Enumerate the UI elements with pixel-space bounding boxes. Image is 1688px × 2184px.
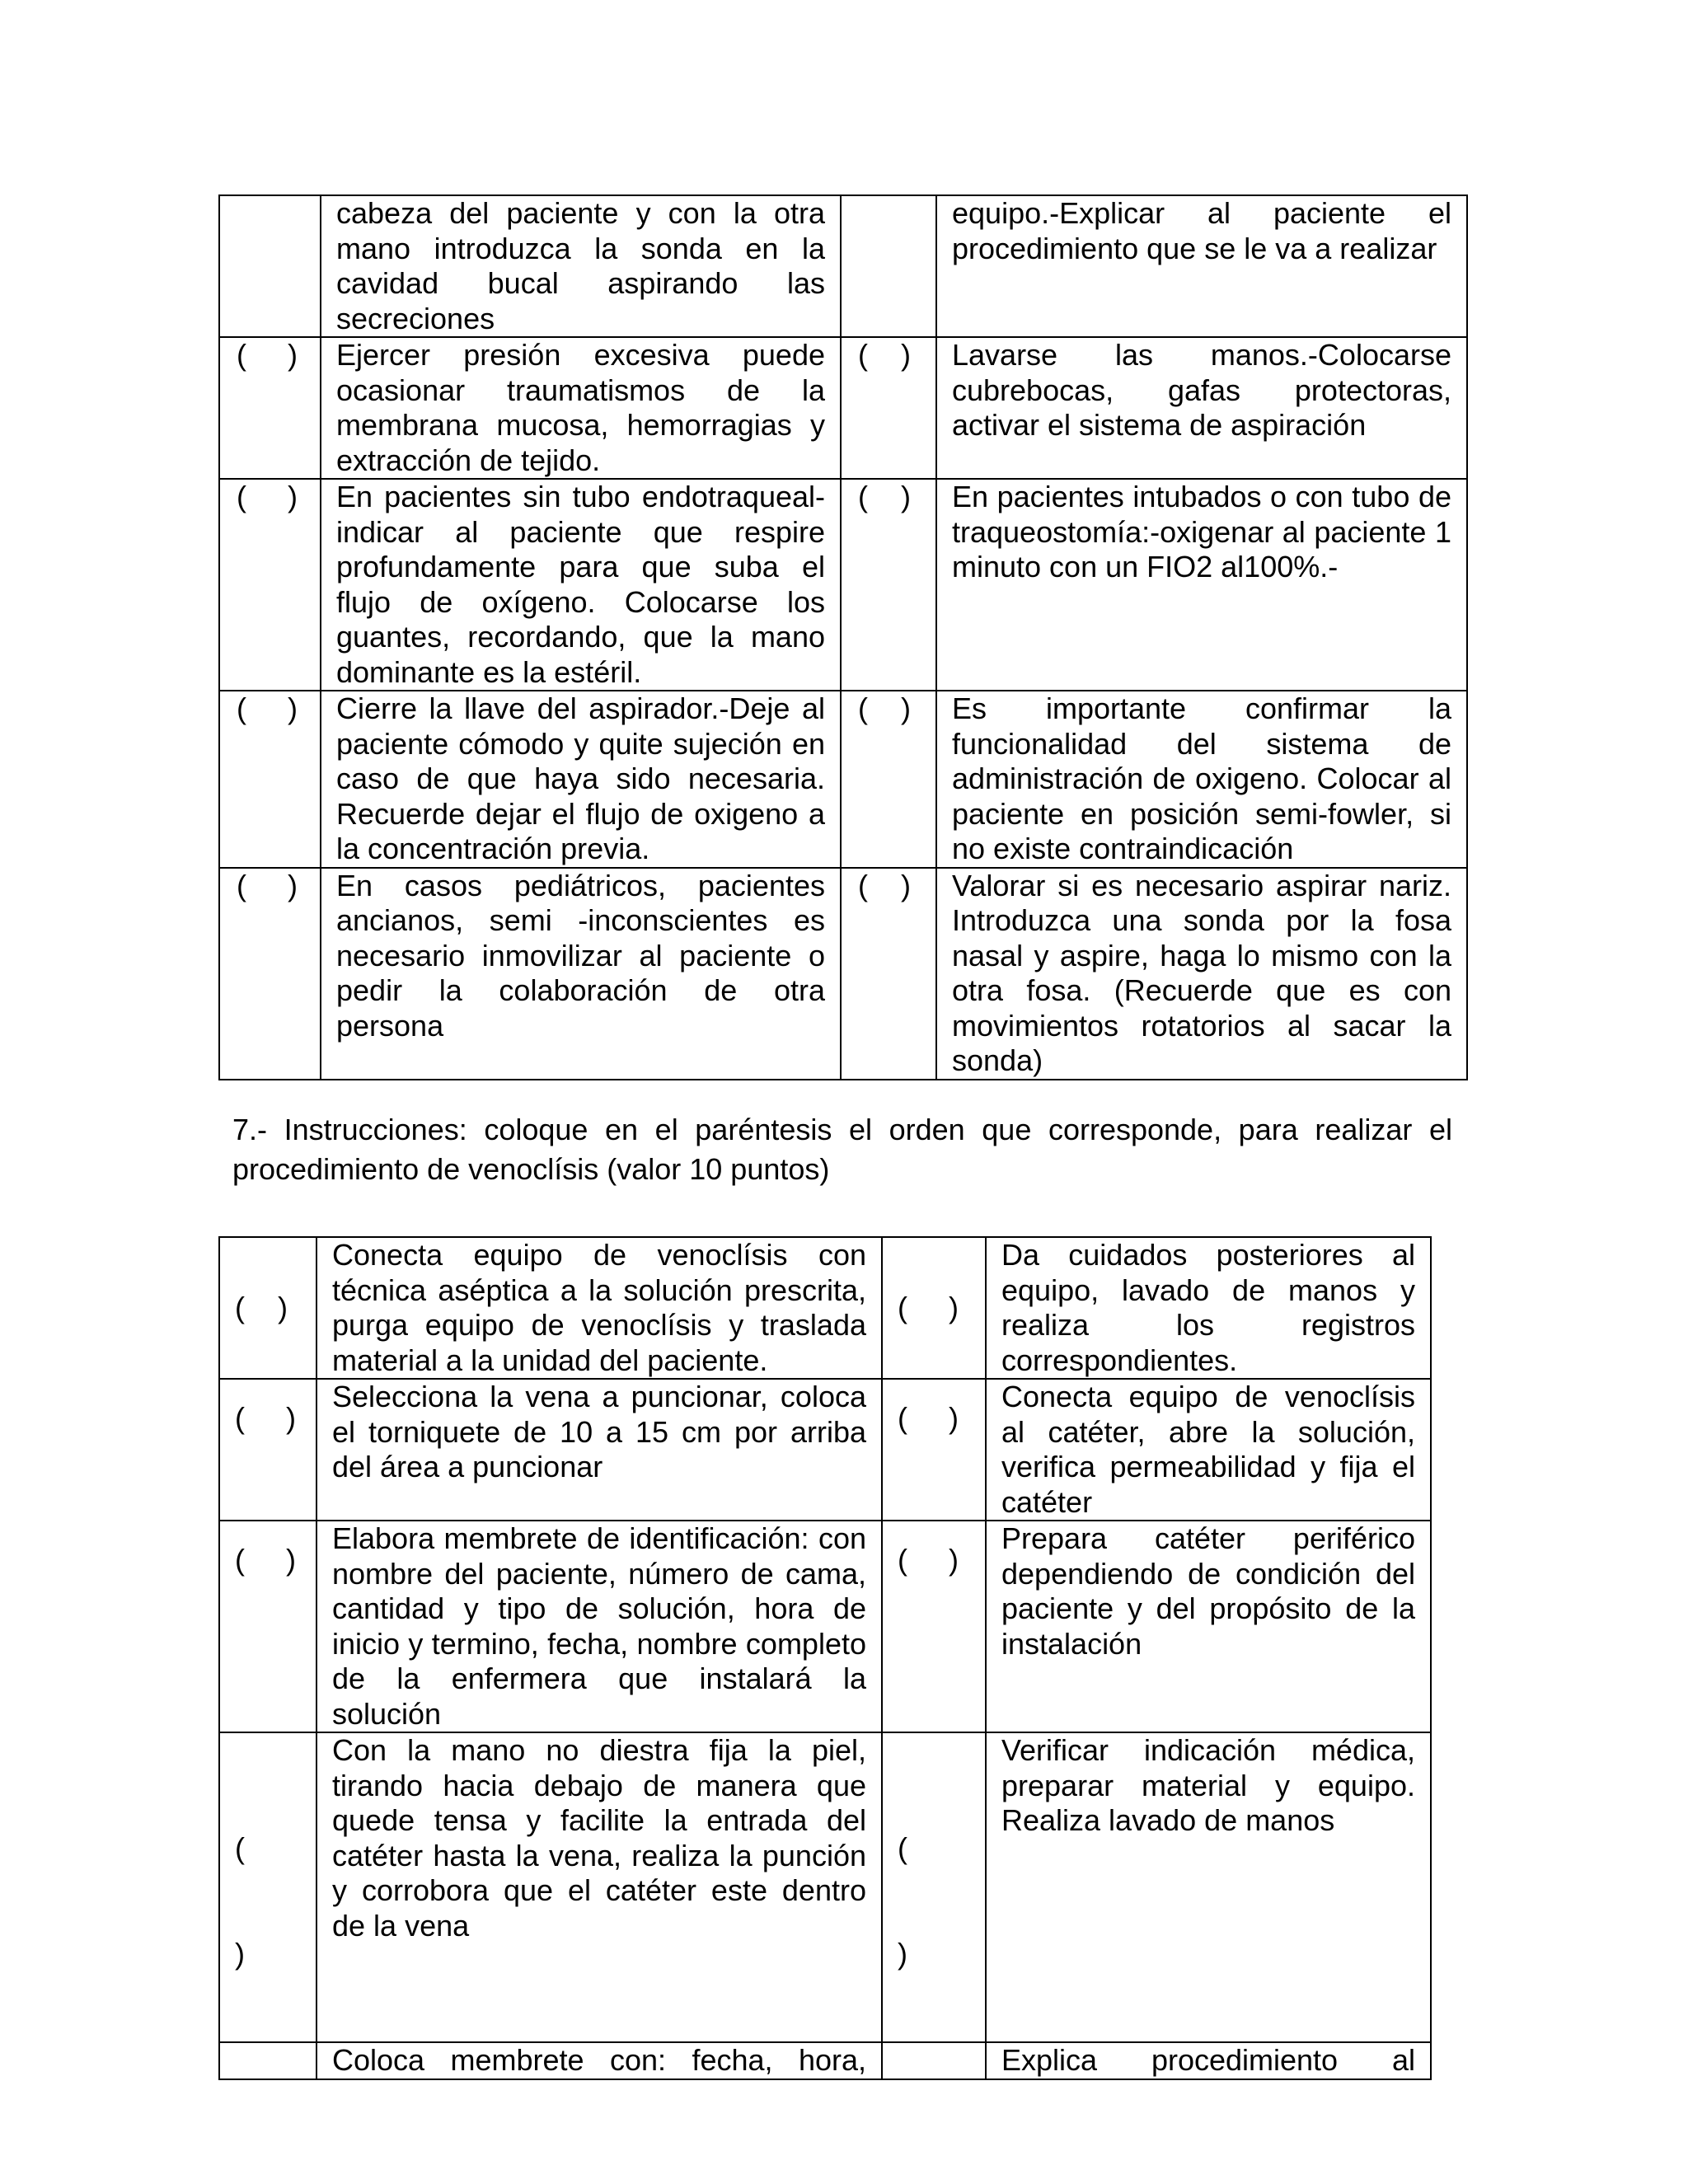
step-text: Coloca membrete con: fecha, hora, bbox=[316, 2042, 882, 2079]
table-row bbox=[219, 195, 1467, 337]
step-text: Elabora membrete de identificación: con nombre del paciente, número de cama, cantidad y tipo de solución, hora de inicio y termino, fecha, nombre completo de la enfermera que instalará la solución bbox=[316, 1521, 882, 1732]
matching-table-venoclisis bbox=[218, 1236, 1432, 2080]
step-text: Ejercer presión excesiva puede ocasionar traumatismos de la membrana mucosa, hemorragias y extracción de tejido. bbox=[321, 337, 841, 479]
order-blank[interactable]: ( ) bbox=[219, 337, 321, 479]
step-text: Con la mano no diestra fija la piel, tirando hacia debajo de manera que quede tensa y facilite la entrada del catéter hasta la vena, realiza la punción y corrobora que el catéter este dentro de la vena bbox=[316, 1732, 882, 2042]
table-row bbox=[219, 1237, 1431, 1379]
step-text: En pacientes intubados o con tubo de traqueostomía:-oxigenar al paciente 1 minuto con un FIO2 al100%.- bbox=[936, 479, 1467, 691]
order-blank[interactable]: ( ) bbox=[219, 1379, 316, 1521]
close-paren: ) bbox=[898, 1936, 907, 1971]
table-row bbox=[219, 337, 1467, 479]
step-text: cabeza del paciente y con la otra mano introduzca la sonda en la cavidad bucal aspirando las secreciones bbox=[321, 195, 841, 337]
order-blank[interactable] bbox=[841, 195, 936, 337]
step-text: Selecciona la vena a puncionar, coloca el torniquete de 10 a 15 cm por arriba del área a puncionar bbox=[316, 1379, 882, 1521]
order-blank[interactable] bbox=[882, 2042, 986, 2079]
table-row bbox=[219, 1521, 1431, 1732]
close-paren: ) bbox=[235, 1936, 245, 1971]
order-blank[interactable] bbox=[219, 2042, 316, 2079]
step-text: Cierre la llave del aspirador.-Deje al paciente cómodo y quite sujeción en caso de que haya sido necesaria. Recuerde dejar el flujo de oxigeno a la concentración previa. bbox=[321, 691, 841, 868]
matching-table-aspiration bbox=[218, 194, 1468, 1080]
table-row bbox=[219, 691, 1467, 868]
order-blank[interactable]: ( ) bbox=[841, 337, 936, 479]
table-row bbox=[219, 2042, 1431, 2079]
step-text: Valorar si es necesario aspirar nariz. Introduzca una sonda por la fosa nasal y aspire, haga lo mismo con la otra fosa. (Recuerde que es con movimientos rotatorios al sacar la sonda) bbox=[936, 868, 1467, 1080]
order-blank[interactable]: ( ) bbox=[219, 1521, 316, 1732]
order-blank[interactable]: ( ) bbox=[219, 479, 321, 691]
order-blank[interactable]: ( ) bbox=[882, 1521, 986, 1732]
order-blank[interactable]: ( ) bbox=[882, 1237, 986, 1379]
order-blank[interactable]: ( ) bbox=[841, 868, 936, 1080]
table-row bbox=[219, 1732, 1431, 2042]
step-text: Verificar indicación médica, preparar material y equipo. Realiza lavado de manos bbox=[986, 1732, 1431, 2042]
order-blank[interactable]: ( ) bbox=[219, 1237, 316, 1379]
order-blank[interactable]: ( ) bbox=[219, 691, 321, 868]
step-text: Prepara catéter periférico dependiendo de condición del paciente y del propósito de la instalación bbox=[986, 1521, 1431, 1732]
order-blank[interactable] bbox=[219, 1732, 316, 2042]
table-row bbox=[219, 868, 1467, 1080]
step-text: equipo.-Explicar al paciente el procedimiento que se le va a realizar bbox=[936, 195, 1467, 337]
step-text: Explica procedimiento al bbox=[986, 2042, 1431, 2079]
order-blank[interactable]: ( ) bbox=[219, 868, 321, 1080]
step-text: Conecta equipo de venoclísis al catéter, abre la solución, verifica permeabilidad y fija el catéter bbox=[986, 1379, 1431, 1521]
order-blank[interactable]: ( ) bbox=[841, 479, 936, 691]
open-paren: ( bbox=[235, 1831, 245, 1865]
table-row bbox=[219, 479, 1467, 691]
step-text: En casos pediátricos, pacientes ancianos, semi -inconscientes es necesario inmovilizar al paciente o pedir la colaboración de otra persona bbox=[321, 868, 841, 1080]
instructions-text: 7.- Instrucciones: coloque en el paréntesis el orden que corresponde, para realizar el procedimiento de venoclísis (valor 10 puntos) bbox=[232, 1113, 1452, 1186]
order-blank[interactable]: ( ) bbox=[841, 691, 936, 868]
step-text: Da cuidados posteriores al equipo, lavado de manos y realiza los registros correspondientes. bbox=[986, 1237, 1431, 1379]
step-text: Es importante confirmar la funcionalidad del sistema de administración de oxigeno. Colocar al paciente en posición semi-fowler, si no existe contraindicación bbox=[936, 691, 1467, 868]
open-paren: ( bbox=[898, 1831, 907, 1865]
step-text: En pacientes sin tubo endotraqueal- indicar al paciente que respire profundamente para que suba el flujo de oxígeno. Colocarse los guantes, recordando, que la mano dominante es la estéril. bbox=[321, 479, 841, 691]
table-row bbox=[219, 1379, 1431, 1521]
step-text: Conecta equipo de venoclísis con técnica aséptica a la solución prescrita, purga equipo de venoclísis y traslada material a la unidad del paciente. bbox=[316, 1237, 882, 1379]
order-blank[interactable] bbox=[219, 195, 321, 337]
order-blank[interactable]: ( ) bbox=[882, 1379, 986, 1521]
step-text: Lavarse las manos.-Colocarse cubrebocas, gafas protectoras, activar el sistema de aspiración bbox=[936, 337, 1467, 479]
order-blank[interactable] bbox=[882, 1732, 986, 2042]
